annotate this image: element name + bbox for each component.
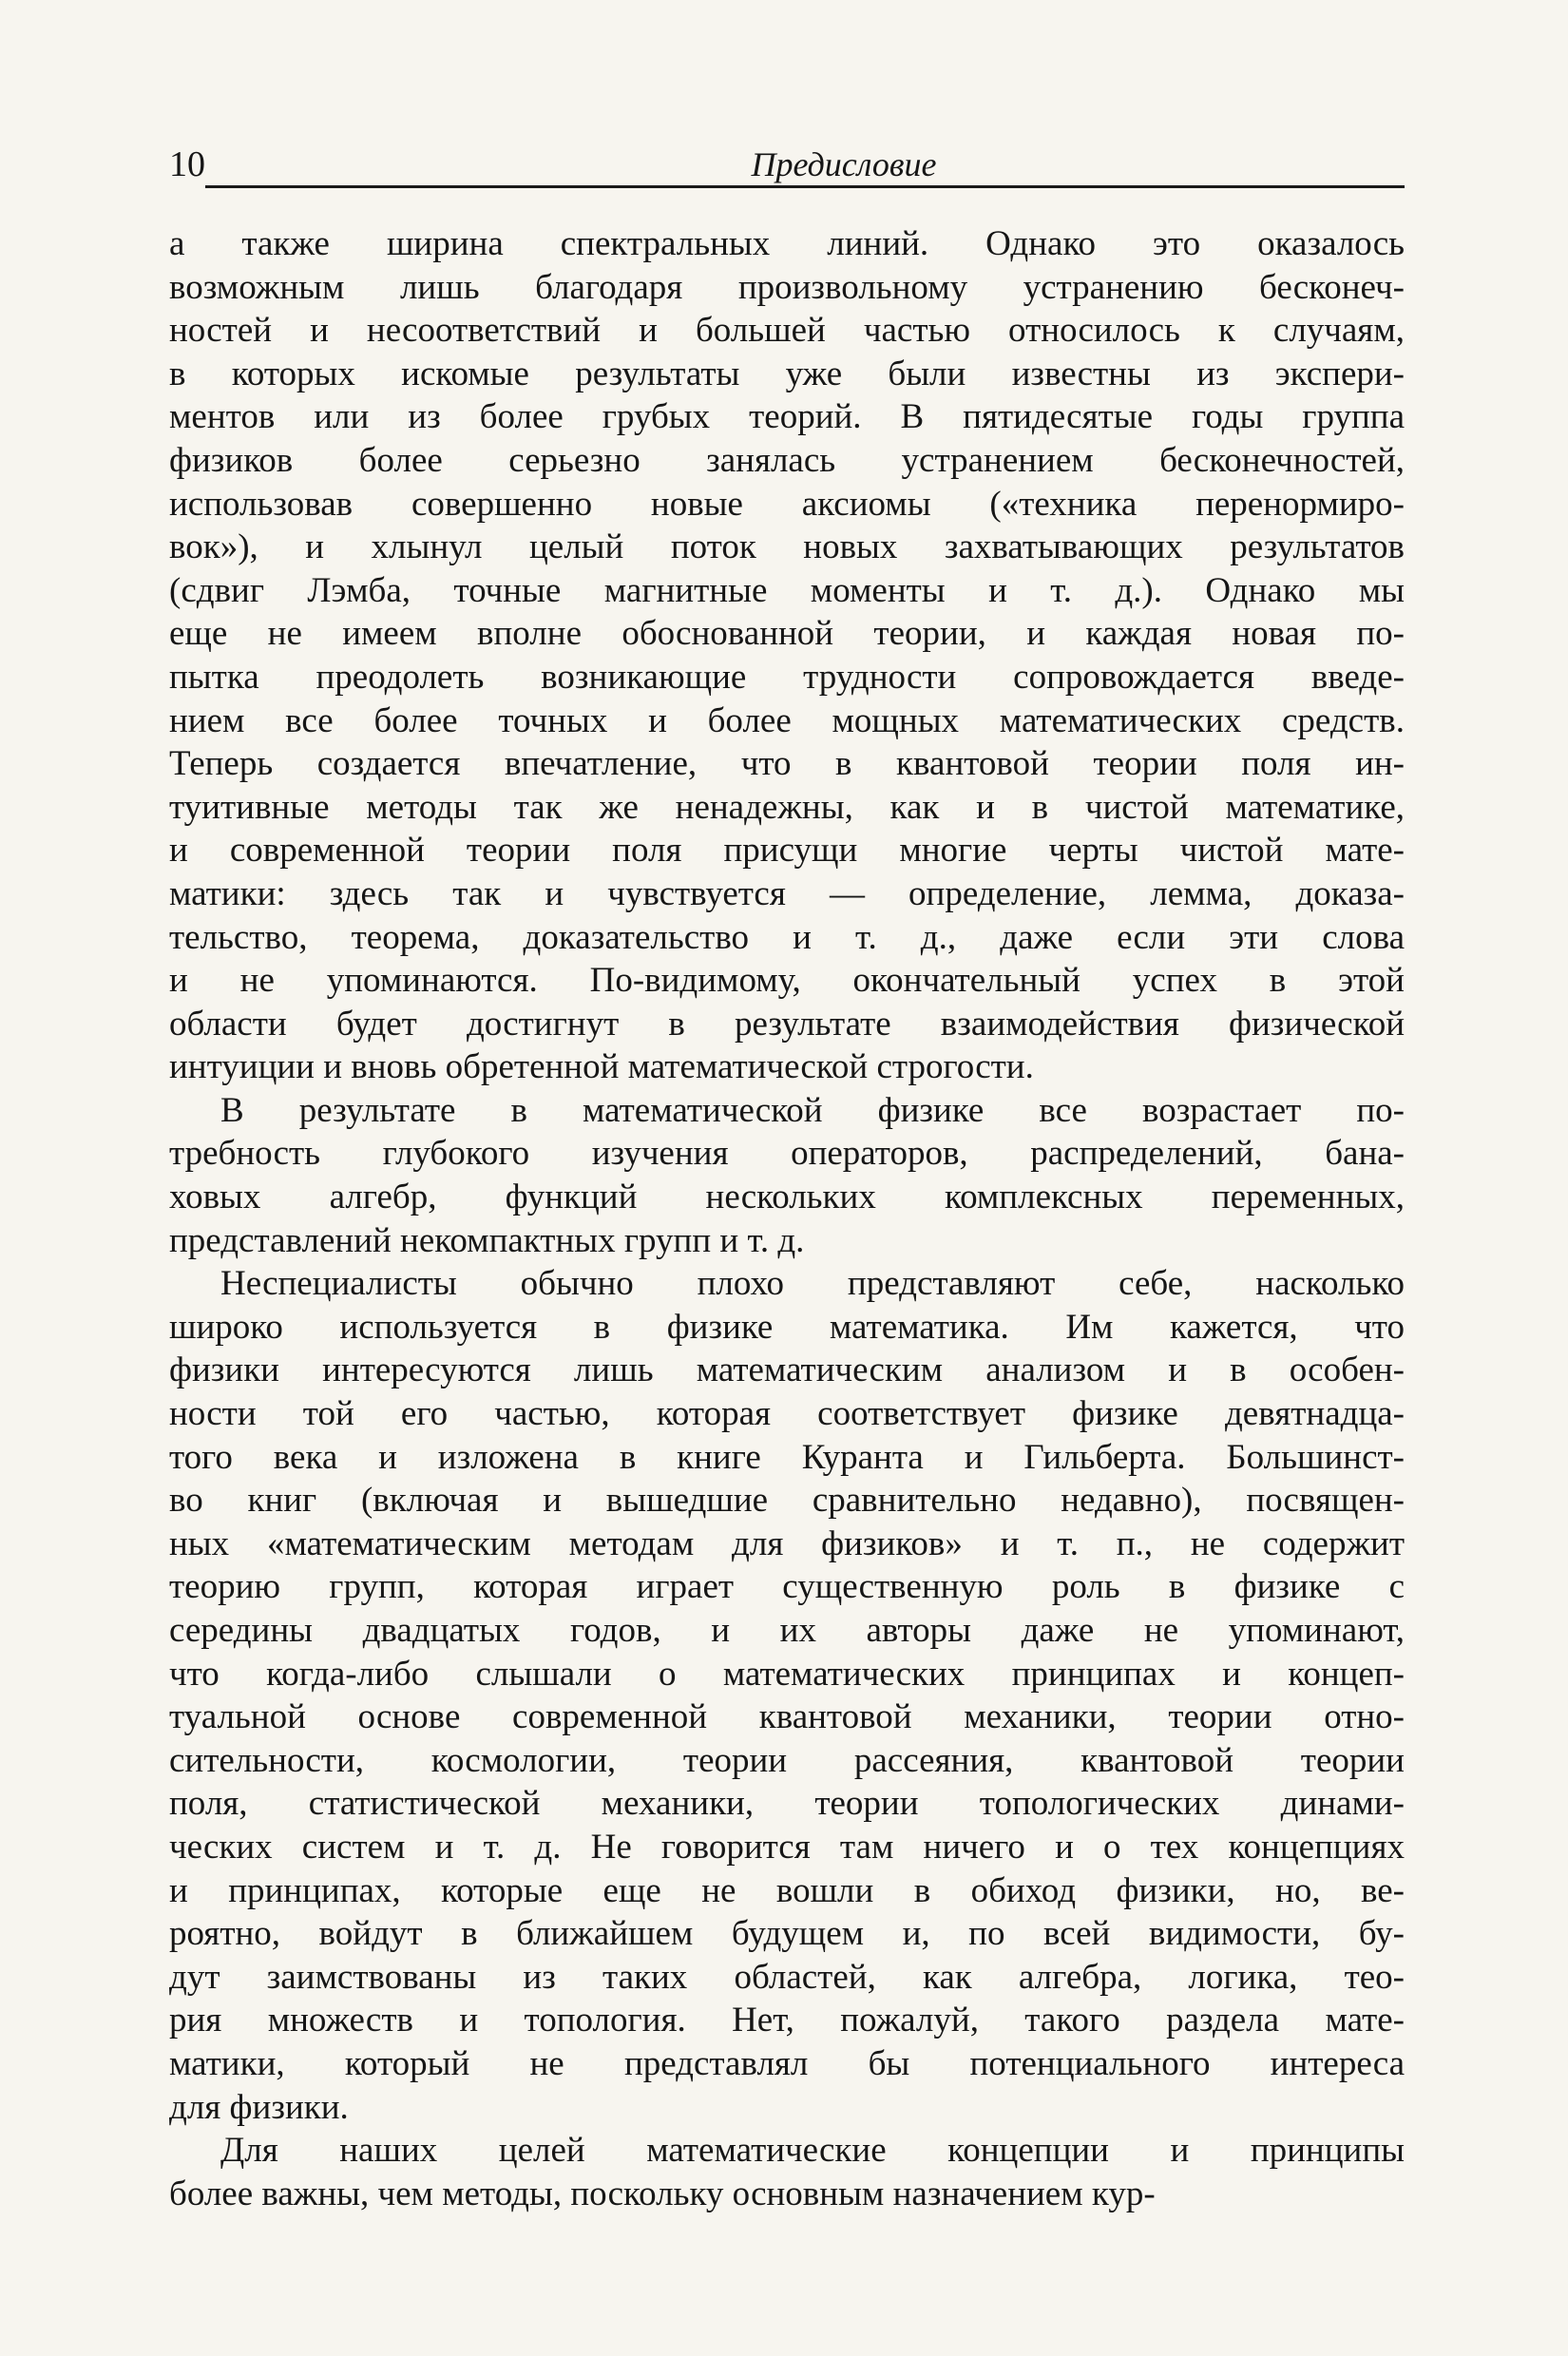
page-number: 10	[169, 144, 205, 184]
text-line: Для наших целей математические концепции и принципы	[220, 2131, 1405, 2171]
text-line: ховых алгебр, функций нескольких комплексных переменных,	[169, 1178, 1405, 1217]
text-line: дут заимствованы из таких областей, как алгебра, логика, тео-	[169, 1957, 1405, 1997]
text-line: возможным лишь благодаря произвольному устранению бесконеч-	[169, 267, 1405, 307]
text-line: матики: здесь так и чувствуется — определение, лемма, доказа-	[169, 873, 1405, 913]
body-text	[169, 222, 1405, 2215]
text-line: более важны, чем методы, поскольку основным назначением кур-	[169, 2174, 1156, 2213]
text-line: вок»), и хлынул целый поток новых захватывающих результатов	[169, 527, 1405, 567]
text-line: (сдвиг Лэмба, точные магнитные моменты и т. д.). Однако мы	[169, 570, 1405, 610]
text-line: туитивные методы так же ненадежны, как и в чистой математике,	[169, 787, 1405, 827]
text-line: роятно, войдут в ближайшем будущем и, по всей видимости, бу-	[169, 1914, 1405, 1954]
paragraph	[169, 1262, 1405, 2129]
text-line: нием все более точных и более мощных математических средств.	[169, 700, 1405, 740]
header-rule	[205, 185, 1405, 188]
text-line: и не упоминаются. По-видимому, окончательный успех в этой	[169, 961, 1405, 1001]
text-line: Неспециалисты обычно плохо представляют себе, насколько	[220, 1264, 1405, 1304]
text-line: что когда-либо слышали о математических принципах и концеп-	[169, 1654, 1405, 1694]
text-line: интуиции и вновь обретенной математической строгости.	[169, 1047, 1034, 1087]
text-line: ных «математическим методам для физиков» и т. п., не содержит	[169, 1523, 1405, 1563]
text-line: а также ширина спектральных линий. Однако это оказалось	[169, 224, 1405, 263]
text-line: середины двадцатых годов, и их авторы даже не упоминают,	[169, 1611, 1405, 1650]
text-line: ческих систем и т. д. Не говорится там ничего и о тех концепциях	[169, 1827, 1405, 1867]
paragraph	[169, 2129, 1405, 2215]
text-line: в которых искомые результаты уже были известны из экспери-	[169, 354, 1405, 393]
text-line: теорию групп, которая играет существенную роль в физике с	[169, 1567, 1405, 1607]
text-line: В результате в математической физике все возрастает по-	[220, 1090, 1405, 1130]
text-line: туальной основе современной квантовой механики, теории отно-	[169, 1697, 1405, 1737]
text-line: рия множеств и топология. Нет, пожалуй, такого раздела мате-	[169, 2001, 1405, 2040]
text-line: ности той его частью, которая соответствует физике девятнадца-	[169, 1394, 1405, 1434]
text-line: физики интересуются лишь математическим анализом и в особен-	[169, 1350, 1405, 1390]
text-line: представлений некомпактных групп и т. д.	[169, 1220, 805, 1260]
text-line: ментов или из более грубых теорий. В пятидесятые годы группа	[169, 397, 1405, 437]
text-line: того века и изложена в книге Куранта и Гильберта. Большинст-	[169, 1437, 1405, 1477]
page-header	[169, 143, 1405, 192]
text-line: поля, статистической механики, теории топологических динами-	[169, 1784, 1405, 1824]
text-line: требность глубокого изучения операторов, распределений, бана-	[169, 1134, 1405, 1174]
text-line: сительности, космологии, теории рассеяния, квантовой теории	[169, 1740, 1405, 1780]
text-line: для физики.	[169, 2087, 349, 2127]
text-line: матики, который не представлял бы потенциального интереса	[169, 2043, 1405, 2083]
text-line: использовав совершенно новые аксиомы («техника перенормиро-	[169, 484, 1405, 524]
text-line: Теперь создается впечатление, что в квантовой теории поля ин-	[169, 744, 1405, 784]
text-line: еще не имеем вполне обоснованной теории, и каждая новая по-	[169, 614, 1405, 654]
text-line: области будет достигнут в результате взаимодействия физической	[169, 1004, 1405, 1044]
text-line: и современной теории поля присущи многие черты чистой мате-	[169, 831, 1405, 871]
text-line: тельство, теорема, доказательство и т. д., даже если эти слова	[169, 917, 1405, 957]
text-line: во книг (включая и вышедшие сравнительно недавно), посвящен-	[169, 1481, 1405, 1521]
text-line: физиков более серьезно занялась устранением бесконечностей,	[169, 440, 1405, 480]
text-line: широко используется в физике математика. Им кажется, что	[169, 1307, 1405, 1347]
running-title: Предисловие	[751, 145, 937, 183]
text-line: пытка преодолеть возникающие трудности сопровождается введе-	[169, 657, 1405, 697]
text-line: и принципах, которые еще не вошли в обиход физики, но, ве-	[169, 1870, 1405, 1910]
paragraph	[169, 1089, 1405, 1262]
paragraph	[169, 222, 1405, 1089]
text-line: ностей и несоответствий и большей частью относилось к случаям,	[169, 311, 1405, 351]
